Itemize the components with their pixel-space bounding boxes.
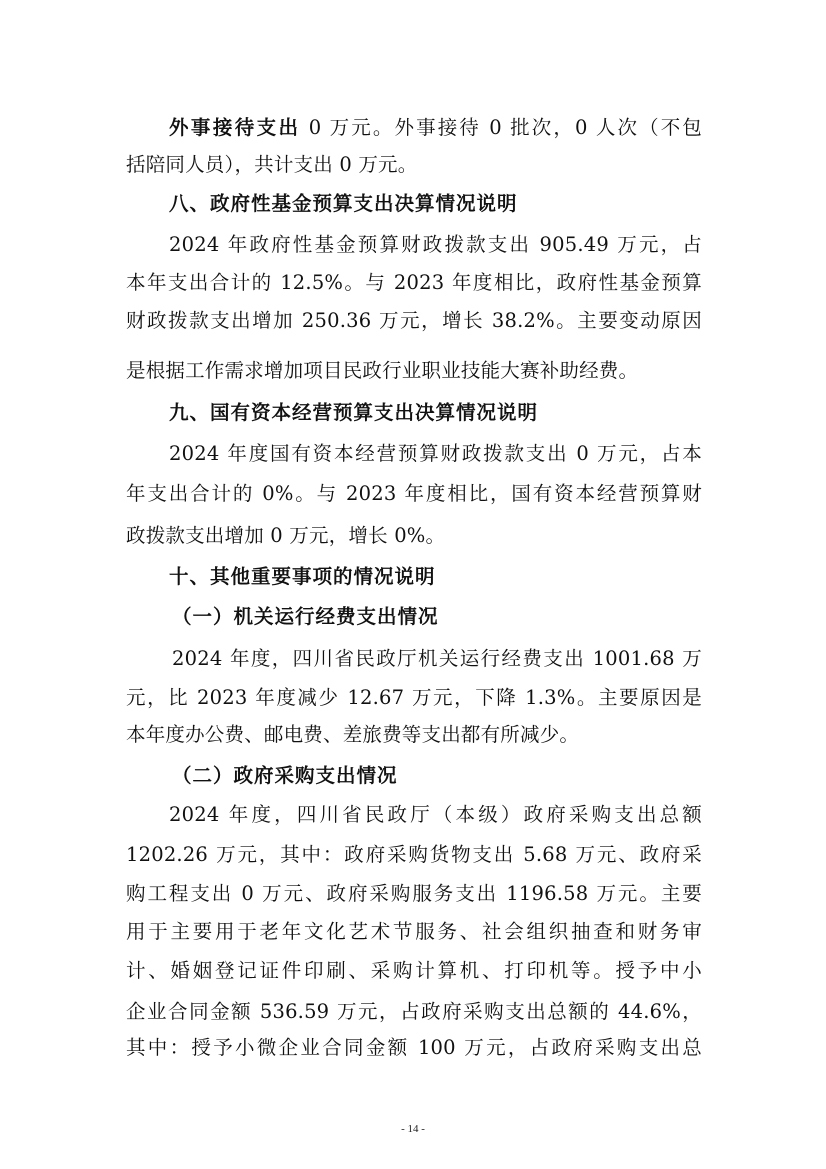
text-line: 购工程支出 0 万元、政府采购服务支出 1196.58 万元。主要 xyxy=(126,882,702,905)
text-line: 2024 年度，四川省民政厅机关运行经费支出 1001.68 万 xyxy=(172,647,702,670)
text-line: 是根据工作需求增加项目民政行业职业技能大赛补助经费。 xyxy=(126,359,639,382)
text-line: 财政拨款支出增加 250.36 万元，增长 38.2%。主要变动原因 xyxy=(126,309,702,332)
text-line: 本年度办公费、邮电费、差旅费等支出都有所减少。 xyxy=(126,723,580,746)
text-line: 其中：授予小微企业合同金额 100 万元，占政府采购支出总 xyxy=(126,1036,702,1059)
text-line: 计、婚姻登记证件印刷、采购计算机、打印机等。授予中小 xyxy=(126,959,702,982)
text-line: 2024 年政府性基金预算财政拨款支出 905.49 万元，占 xyxy=(169,233,702,256)
text-line: 2024 年度国有资本经营预算财政拨款支出 0 万元，占本 xyxy=(169,442,702,465)
text-line: 2024 年度，四川省民政厅（本级）政府采购支出总额 xyxy=(169,803,702,826)
section-heading-9: 九、国有资本经营预算支出决算情况说明 xyxy=(169,401,539,424)
foreign-reception-label: 外事接待支出 xyxy=(169,116,301,139)
text-line: 政拨款支出增加 0 万元，增长 0%。 xyxy=(126,524,446,547)
text-line: 括陪同人员），共计支出 0 万元。 xyxy=(126,153,418,176)
section-heading-8: 八、政府性基金预算支出决算情况说明 xyxy=(169,192,518,215)
text-line: 元，比 2023 年度减少 12.67 万元，下降 1.3%。主要原因是 xyxy=(126,686,702,709)
subsection-heading-2: （二）政府采购支出情况 xyxy=(172,764,398,787)
text-line: 年支出合计的 0%。与 2023 年度相比，国有资本经营预算财 xyxy=(126,482,702,505)
subsection-heading-1: （一）机关运行经费支出情况 xyxy=(172,605,439,628)
page-number: - 14 - xyxy=(401,1123,425,1135)
foreign-reception-text: 0 万元。外事接待 0 批次，0 人次（不包 xyxy=(300,116,702,139)
section-heading-10: 十、其他重要事项的情况说明 xyxy=(169,565,436,588)
text-line: 本年支出合计的 12.5%。与 2023 年度相比，政府性基金预算 xyxy=(126,271,702,294)
paragraph-foreign-reception xyxy=(169,113,702,143)
text-line: 企业合同金额 536.59 万元，占政府采购支出总额的 44.6%， xyxy=(126,1000,702,1023)
text-line: 1202.26 万元，其中：政府采购货物支出 5.68 万元、政府采 xyxy=(126,843,702,866)
text-line: 用于主要用于老年文化艺术节服务、社会组织抽查和财务审 xyxy=(126,920,702,943)
